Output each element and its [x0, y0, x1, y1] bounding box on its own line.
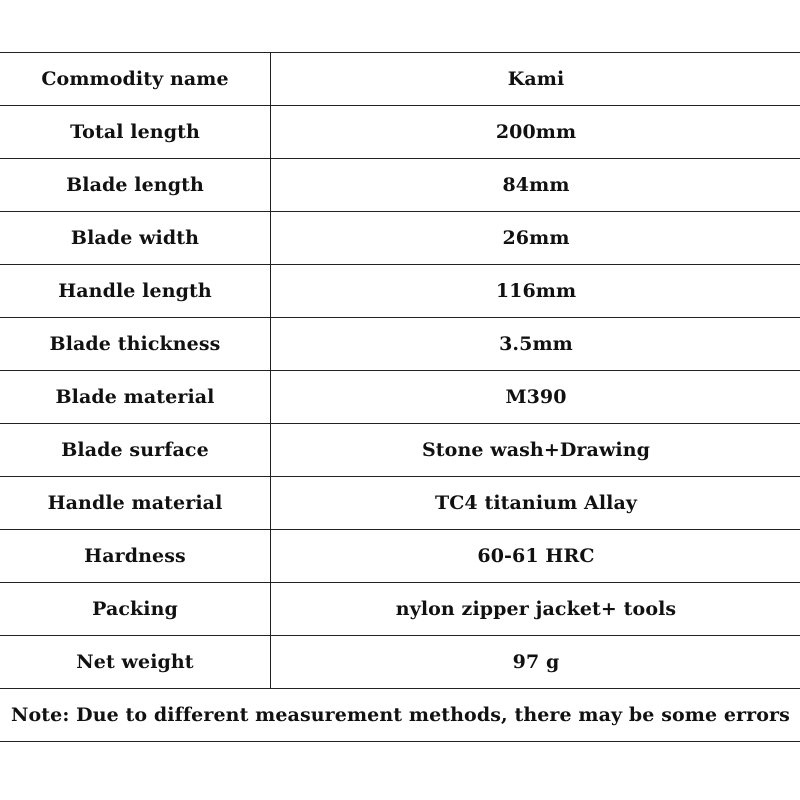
spec-label: Handle length — [0, 265, 271, 318]
note-row — [0, 689, 800, 742]
table-row — [0, 318, 800, 371]
spec-value: 116mm — [271, 265, 800, 318]
table-row — [0, 477, 800, 530]
table-row — [0, 583, 800, 636]
spec-value: Stone wash+Drawing — [271, 424, 800, 477]
spec-label: Net weight — [0, 636, 271, 689]
spec-table — [0, 52, 800, 742]
table-row — [0, 159, 800, 212]
spec-value: 3.5mm — [271, 318, 800, 371]
measurement-note: Note: Due to different measurement methods, there may be some errors — [0, 689, 800, 742]
spec-label: Handle material — [0, 477, 271, 530]
table-row — [0, 265, 800, 318]
table-row — [0, 424, 800, 477]
spec-label: Blade surface — [0, 424, 271, 477]
spec-label: Blade width — [0, 212, 271, 265]
table-row — [0, 636, 800, 689]
spec-label: Hardness — [0, 530, 271, 583]
spec-label: Total length — [0, 106, 271, 159]
spec-value: 97 g — [271, 636, 800, 689]
table-row — [0, 106, 800, 159]
spec-value: 60-61 HRC — [271, 530, 800, 583]
spec-label: Blade thickness — [0, 318, 271, 371]
spec-label: Blade material — [0, 371, 271, 424]
spec-label: Packing — [0, 583, 271, 636]
spec-value: M390 — [271, 371, 800, 424]
table-row — [0, 530, 800, 583]
table-row — [0, 371, 800, 424]
spec-value: 26mm — [271, 212, 800, 265]
table-row — [0, 53, 800, 106]
spec-value: 84mm — [271, 159, 800, 212]
spec-label: Commodity name — [0, 53, 271, 106]
spec-value: nylon zipper jacket+ tools — [271, 583, 800, 636]
spec-value: 200mm — [271, 106, 800, 159]
table-row — [0, 212, 800, 265]
spec-value: Kami — [271, 53, 800, 106]
spec-value: TC4 titanium Allay — [271, 477, 800, 530]
spec-label: Blade length — [0, 159, 271, 212]
